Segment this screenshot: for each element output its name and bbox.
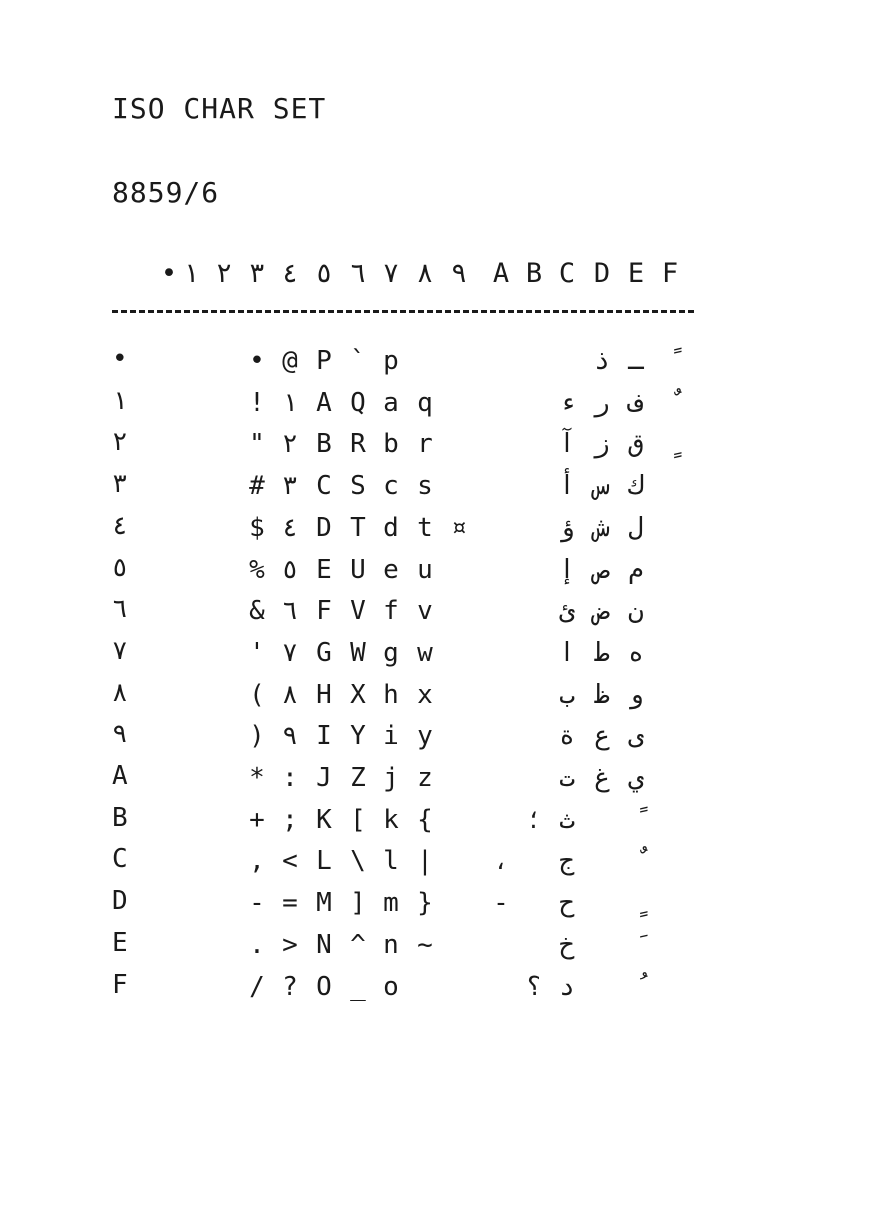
column-header: A [492,258,510,289]
row-header: ٤ [112,510,128,541]
char-cell: = [282,888,298,919]
char-cell: ء [559,387,575,418]
char-cell: q [417,387,433,418]
column-header: ١ [182,258,200,289]
char-cell: e [383,554,399,585]
char-cell: س [594,471,610,502]
char-cell: P [316,346,332,376]
row-header: D [112,886,128,917]
column-header: D [593,258,611,289]
column-header: ٣ [248,258,266,289]
char-cell: % [249,554,265,585]
char-cell: ر [594,387,610,418]
char-cell: G [316,637,332,668]
char-cell: ل [628,512,644,543]
char-cell: ٢ [282,429,298,460]
char-cell: ; [282,804,298,835]
char-cell: ٨ [282,679,298,710]
char-cell: ب [559,679,575,710]
char-cell: ؟ [526,971,542,1002]
column-header: ٤ [281,258,299,289]
char-cell: \ [350,846,366,877]
char-cell: J [316,763,332,793]
row-header: B [112,802,128,833]
char-cell: | [417,846,433,877]
char-cell: K [316,804,332,835]
row-header: F [112,969,128,1000]
char-cell: ^ [350,929,366,960]
char-cell: ص [594,554,610,585]
char-cell: • [249,346,265,376]
char-cell: ح [559,888,575,919]
row-header: C [112,844,128,875]
char-cell: : [282,763,298,793]
char-cell: ة [559,721,575,752]
char-cell: ? [282,971,298,1002]
char-cell: c [383,471,399,502]
char-cell: + [249,804,265,835]
char-cell: ، [493,846,509,877]
char-cell: ش [594,512,610,543]
column-header: C [558,258,576,289]
column-header: ٦ [349,258,367,289]
char-cell [620,886,652,920]
char-cell: w [417,637,433,668]
char-cell: L [316,846,332,877]
row-header: ٦ [112,594,128,625]
column-header: E [627,258,645,289]
char-cell: ز [594,429,610,460]
char-cell: ٩ [282,721,298,752]
page-title: ISO CHAR SET [112,92,327,125]
char-cell: l [383,846,399,877]
char-cell: ٣ [282,471,298,502]
char-cell: { [417,804,433,835]
char-cell: u [417,554,433,585]
char-cell: x [417,679,433,710]
row-header: ٩ [112,719,128,750]
char-cell: ! [249,387,265,418]
char-cell: ٦ [282,596,298,627]
char-cell: ذ [594,346,610,376]
char-cell: F [316,596,332,627]
char-cell: ق [628,429,644,460]
char-cell: $ [249,512,265,543]
row-header: ٥ [112,552,128,583]
column-header: F [661,258,679,289]
char-cell: C [316,471,332,502]
char-cell: أ [559,471,575,502]
char-cell [620,844,652,878]
char-cell: ' [249,637,265,668]
char-cell: h [383,679,399,710]
char-cell: ع [594,721,610,752]
char-cell: g [383,637,399,668]
char-cell: A [316,387,332,418]
char-cell: p [383,346,399,376]
char-cell [654,344,686,378]
char-cell: f [383,596,399,627]
row-header: ٨ [112,677,128,708]
char-cell: - [493,888,509,919]
char-cell: v [417,596,433,627]
char-cell: ٧ [282,637,298,668]
char-cell: X [350,679,366,710]
char-cell: [ [350,804,366,835]
char-cell: آ [559,429,575,460]
char-cell: S [350,471,366,502]
char-cell: a [383,387,399,418]
char-cell: . [249,929,265,960]
char-cell: ~ [417,929,433,960]
char-cell: * [249,763,265,793]
char-cell: ن [628,596,644,627]
column-header: • [160,258,178,289]
char-cell: N [316,929,332,960]
char-cell: o [383,971,399,1002]
char-cell: n [383,929,399,960]
char-cell: ث [559,804,575,835]
char-cell: m [383,888,399,919]
char-cell: ؛ [526,804,542,835]
char-cell: - [249,888,265,919]
char-cell: I [316,721,332,752]
char-cell: E [316,554,332,585]
charset-code: 8859/6 [112,176,220,209]
column-header: B [525,258,543,289]
char-cell: # [249,471,265,502]
char-cell: إ [559,554,575,585]
char-cell: i [383,721,399,752]
char-cell: , [249,846,265,877]
row-header: ٧ [112,635,128,666]
char-cell: s [417,471,433,502]
char-cell: M [316,888,332,919]
char-cell: Y [350,721,366,752]
char-cell [654,427,686,461]
column-header: ٩ [450,258,468,289]
char-cell: ي [628,763,644,793]
char-cell: ` [350,346,366,376]
char-cell: j [383,763,399,793]
char-cell: ا [559,637,575,668]
column-header: ٨ [416,258,434,289]
char-cell: ض [594,596,610,627]
char-cell: و [628,679,644,710]
char-cell: ٤ [282,512,298,543]
char-cell: H [316,679,332,710]
char-cell: @ [282,346,298,376]
row-header: ٣ [112,469,128,500]
char-cell [620,928,652,962]
char-cell: B [316,429,332,460]
char-cell: ف [628,387,644,418]
header-rule [112,310,694,313]
char-cell: ك [628,471,644,502]
char-cell: & [249,596,265,627]
row-header: ١ [112,385,128,416]
char-cell: O [316,971,332,1002]
char-cell: ئ [559,596,575,627]
column-header: ٧ [382,258,400,289]
column-header: ٥ [315,258,333,289]
char-cell: م [628,554,644,585]
char-cell [620,803,652,837]
char-cell: Z [350,763,366,793]
char-cell: > [282,929,298,960]
char-cell: t [417,512,433,543]
char-cell: _ [350,971,366,1002]
char-cell: ؤ [559,512,575,543]
char-cell: b [383,429,399,460]
char-cell: R [350,429,366,460]
char-cell: W [350,637,366,668]
char-cell: ج [559,846,575,877]
row-header: ٢ [112,427,128,458]
char-cell: غ [594,763,610,793]
char-cell: ى [628,721,644,752]
char-cell: ط [594,637,610,668]
char-cell: k [383,804,399,835]
char-cell: ه [628,637,644,668]
char-cell: ١ [282,387,298,418]
char-cell: خ [559,929,575,960]
char-cell: T [350,512,366,543]
char-cell: ت [559,763,575,793]
char-cell: U [350,554,366,585]
char-cell: / [249,971,265,1002]
char-cell: ) [249,721,265,752]
char-cell: ـ [628,346,644,376]
char-cell: } [417,888,433,919]
char-cell: < [282,846,298,877]
char-cell [620,970,652,1004]
column-header: ٢ [215,258,233,289]
row-header: E [112,927,128,958]
char-cell: ¤ [451,512,467,543]
char-cell: Q [350,387,366,418]
char-cell: D [316,512,332,543]
char-cell: د [559,971,575,1002]
char-cell [654,386,686,420]
row-header: • [112,344,128,374]
char-cell: ظ [594,679,610,710]
char-cell: d [383,512,399,543]
char-cell: V [350,596,366,627]
char-cell: r [417,429,433,460]
char-cell: ] [350,888,366,919]
char-cell: ٥ [282,554,298,585]
char-cell: " [249,429,265,460]
char-cell: ( [249,679,265,710]
row-header: A [112,761,128,791]
char-cell: z [417,763,433,793]
char-cell: y [417,721,433,752]
